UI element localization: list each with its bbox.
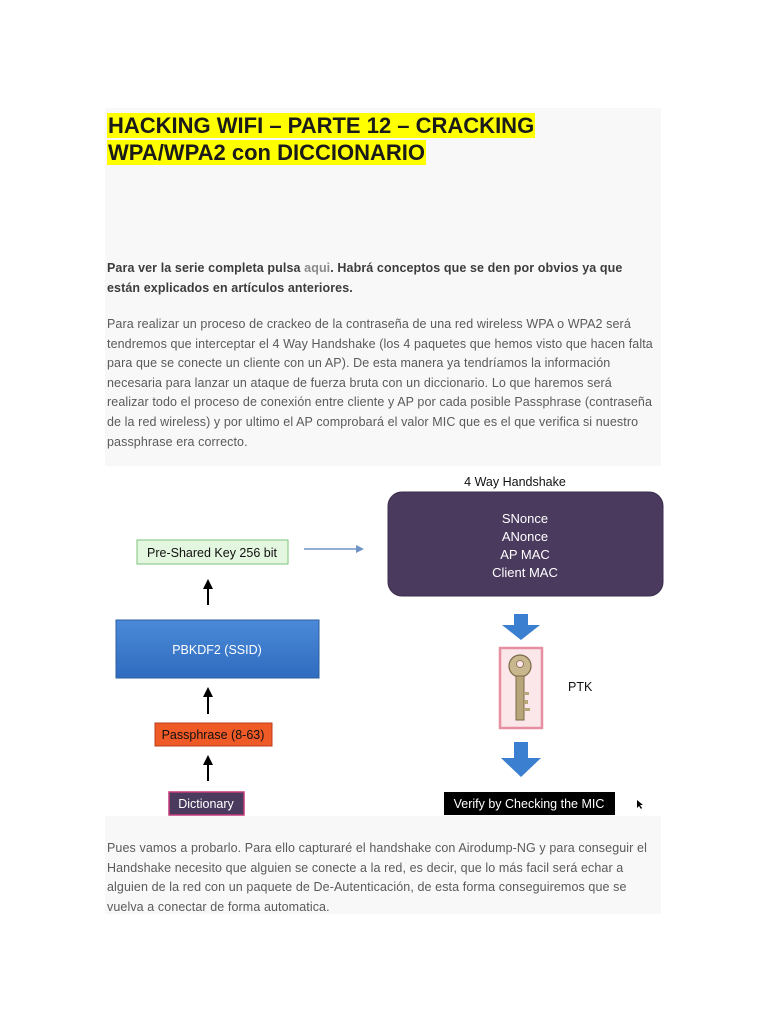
series-link[interactable]: aqui [304,261,331,275]
handshake-item-client-mac: Client MAC [492,565,558,580]
down-arrow-1 [502,614,540,640]
handshake-item-snonce: SNonce [501,511,549,526]
down-arrow-2 [501,742,541,777]
ptk-label: PTK [568,680,593,694]
arrow-up-1-head [203,579,213,589]
passphrase-label: Passphrase (8-63) [161,728,265,742]
mouse-cursor-icon [637,800,643,809]
arrow-up-2-head [203,687,213,697]
key-icon [500,648,542,728]
intro-text-after: . Habrá conceptos que se den por obvios ya que están explicados en artículos anteriores. [107,261,623,295]
arrow-up-3-head [203,755,213,765]
handshake-box [388,492,663,596]
body-paragraph-2: Pues vamos a probarlo. Para ello capturaré el handshake con Airodump-NG y para conseguir el Handshake necesito que alguien se conecte a la red, es decir, que lo más facil será echar a alguien de la red con un paquete de De-Autenticación, de esta forma conseguiremos que se vuelva a conectar de forma automatica. [107,841,647,914]
article-title [107,112,557,166]
psk-label: Pre-Shared Key 256 bit [147,546,277,560]
psk-to-handshake-arrow-head [356,545,364,553]
handshake-item-ap-mac: AP MAC [500,547,550,562]
intro-paragraph [107,258,655,298]
handshake-item-anonce: ANonce [501,529,549,544]
dictionary-label: Dictionary [178,797,234,811]
intro-text-before: Para ver la serie completa pulsa [107,261,305,275]
article-title-text: HACKING WIFI – PARTE 12 – CRACKING WPA/WPA2 con DICCIONARIO [108,113,535,165]
verify-label: Verify by Checking the MIC [453,797,605,811]
pbkdf2-label: PBKDF2 (SSID) [172,643,262,657]
body-paragraph-1: Para realizar un proceso de crackeo de la contraseña de una red wireless WPA o WPA2 será tendremos que interceptar el 4 Way Handshake (los 4 paquetes que hemos visto que hacen falta para que se conecte un cliente con un AP). De esta manera ya tendríamos la información necesaria para lanzar un ataque de fuerza bruta con un diccionario. Lo que haremos será realizar todo el proceso de conexión entre cliente y AP por cada posible Passphrase (contraseña de la red wireless) y por ultimo el AP comprobará el valor MIC que es el que verifica si nuestro passphrase era correcto. [107,317,653,449]
handshake-title: 4 Way Handshake [464,475,566,489]
